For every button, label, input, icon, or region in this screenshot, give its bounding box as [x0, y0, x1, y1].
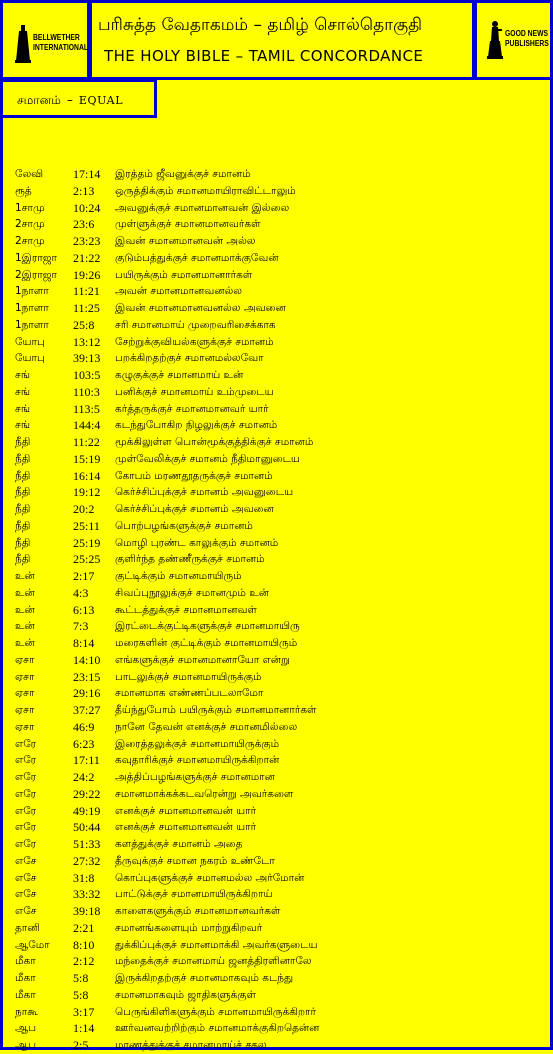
verse-reference: 6:23 — [73, 736, 95, 751]
verse-excerpt: அவன் சமானமானவனல்ல — [115, 285, 242, 298]
verse-excerpt: இரைத்தலுக்குச் சமானமாயிருக்கும் — [115, 737, 280, 750]
verse-book: மீகா — [15, 988, 36, 1001]
verse-reference: 23:23 — [73, 234, 101, 248]
verse-book: எரே — [15, 838, 37, 850]
verse-excerpt: எனக்குச் சமானமானவன் யார் — [115, 821, 257, 834]
verse-book: சங் — [15, 402, 31, 415]
verse-reference: 2:13 — [73, 183, 95, 198]
verse-excerpt: சமானமாக எண்ணப்படலாமோ — [115, 687, 264, 700]
verse-book: நீதி — [15, 452, 31, 465]
verse-book: ஆப — [15, 1039, 37, 1051]
verse-excerpt: பாடலுக்குச் சமானமாயிருக்கும் — [115, 670, 262, 683]
verse-reference: 11:22 — [73, 435, 100, 449]
verse-reference: 7:3 — [73, 619, 89, 634]
statue-icon — [487, 19, 503, 59]
tower-icon — [15, 23, 31, 63]
verse-excerpt: பெருங்கிளிகளுக்கும் சமானமாயிருக்கிறார் — [115, 1005, 316, 1018]
verse-excerpt: மந்தைக்குச் சமானமாய் ஜனத்திரளினாலே — [115, 955, 312, 968]
verse-book: எரே — [15, 771, 37, 783]
verse-reference: 25:25 — [73, 552, 101, 567]
verse-book: ரூத் — [15, 184, 32, 197]
good-news-logo — [487, 19, 553, 59]
verse-reference: 25:11 — [73, 518, 100, 533]
verse-excerpt: முள்ளுக்குச் சமானமானவர்கள் — [115, 218, 261, 231]
verse-reference: 17:11 — [73, 753, 100, 768]
logo-line-2: INTERNATIONAL — [33, 43, 89, 52]
verse-book: நீதி — [15, 519, 31, 532]
headword-english: EQUAL — [78, 94, 124, 107]
verse-book: 1நாளா — [15, 318, 49, 331]
verse-book: 2சாமு — [15, 218, 45, 231]
verse-reference: 113:5 — [73, 401, 100, 416]
verse-excerpt: அவனுக்குச் சமானமானவன் இல்லை — [115, 201, 290, 214]
verse-reference: 23:15 — [73, 669, 101, 684]
verse-book: நீதி — [15, 503, 31, 515]
verse-book: எரே — [15, 804, 37, 817]
verse-book: எரே — [15, 821, 37, 834]
verse-excerpt: அத்திப்பழங்களுக்குச் சமானமான — [115, 771, 275, 783]
verse-excerpt: மொழி புரண்ட காலுக்கும் சமானம் — [115, 536, 279, 549]
verse-reference: 17:14 — [73, 167, 101, 181]
verse-book: 1இராஜா — [15, 251, 58, 264]
verse-reference: 15:19 — [73, 451, 101, 466]
verse-book: யோபு — [15, 352, 45, 365]
verse-book: எசே — [15, 888, 37, 901]
verse-excerpt: காளைகளுக்கும் சமானமானவர்கள் — [115, 905, 281, 917]
verse-book: எசே — [15, 854, 37, 867]
verse-excerpt: கெர்ச்சிப்புக்குச் சமானம் அவனை — [115, 503, 274, 515]
verse-book: நீதி — [15, 553, 31, 566]
verse-reference: 5:8 — [73, 987, 89, 1002]
verse-excerpt: குடும்பத்துக்குச் சமானமாக்குவேன் — [115, 251, 279, 264]
bellwether-logo-box — [0, 0, 90, 80]
headword-box — [0, 79, 157, 118]
verse-excerpt: கழுகுக்குச் சமானமாய் உன் — [115, 369, 244, 381]
verse-book: மீகா — [15, 955, 36, 968]
verse-excerpt: இரத்தம் ஜீவனுக்குச் சமானம் — [115, 168, 251, 180]
verse-reference: 19:26 — [73, 267, 101, 282]
verse-excerpt: எங்களுக்குச் சமானமானாயோ என்று — [115, 653, 290, 666]
verse-book: எரே — [15, 754, 37, 767]
verse-excerpt: பொற்பழங்களுக்குச் சமானம் — [115, 519, 253, 532]
verse-book: எசே — [15, 871, 37, 884]
verse-book: உன் — [15, 603, 35, 616]
verse-reference: 11:25 — [73, 301, 100, 315]
verse-excerpt: கூட்டத்துக்குச் சமானமானவள் — [115, 603, 257, 616]
verse-reference: 50:44 — [73, 820, 101, 835]
verse-excerpt: பனிக்குச் சமானமாய் உம்முடைய — [115, 385, 274, 398]
verse-excerpt: இருக்கிறதற்குச் சமானமாகவும் கடந்து — [115, 972, 294, 984]
verse-excerpt: சமானமாக்கக்கடவரென்று அவர்களை — [115, 787, 294, 800]
verse-excerpt: மரணத்துக்குச் சமானமாய்ச் சகல — [115, 1039, 267, 1051]
verse-excerpt: தீருவுக்குச் சமான நகரம் உண்டோ — [115, 854, 275, 867]
verse-excerpt: துக்கிப்புக்குச் சமானமாக்கி அவர்களுடைய — [115, 938, 318, 951]
verse-reference: 2:12 — [73, 954, 95, 969]
verse-book: எரே — [15, 737, 37, 750]
verse-reference: 19:12 — [73, 485, 101, 500]
verse-book: ஆமோ — [15, 938, 50, 951]
title-box — [89, 0, 475, 80]
verse-reference: 21:22 — [73, 250, 101, 265]
verse-reference: 27:32 — [73, 853, 101, 868]
verse-reference: 16:14 — [73, 468, 101, 483]
verse-reference: 46:9 — [73, 719, 95, 734]
verse-book: உன் — [15, 586, 35, 599]
verse-excerpt: சரி சமானமாய் முறைவரிசைக்காக — [115, 318, 276, 331]
logo-line-1: BELLWETHER — [33, 33, 80, 42]
verse-excerpt: இவன் சமானமானவனல்ல அவனை — [115, 302, 286, 314]
verse-reference: 24:2 — [73, 770, 95, 784]
verse-excerpt: சேற்றுக்குவியல்களுக்குச் சமானம் — [115, 335, 274, 348]
verse-reference: 1:14 — [73, 1021, 95, 1036]
verse-excerpt: எனக்குச் சமானமானவன் யார் — [115, 804, 257, 817]
verse-excerpt: சிவப்புநூலுக்குச் சமானமும் உன் — [115, 586, 269, 599]
verse-book: நாகூ — [15, 1005, 38, 1018]
verse-excerpt: ஒருத்திக்கும் சமானமாயிராவிட்டாலும் — [115, 184, 296, 197]
verse-reference: 10:24 — [73, 200, 101, 215]
verse-reference: 13:12 — [73, 334, 101, 349]
verse-book: 1நாளா — [15, 285, 49, 298]
verse-book: 1சாமு — [15, 201, 45, 214]
title-english: THE HOLY BIBLE – TAMIL CONCORDANCE — [104, 47, 424, 65]
verse-reference: 29:16 — [73, 686, 101, 701]
verse-reference: 11:21 — [73, 284, 100, 299]
verse-book: தானி — [15, 921, 40, 934]
bellwether-logo — [15, 23, 98, 63]
verse-reference: 31:8 — [73, 870, 95, 885]
logo-line-2: PUBLISHERS — [505, 39, 549, 48]
verse-reference: 2:17 — [73, 569, 95, 583]
verse-excerpt: பயிருக்கும் சமானமானார்கள் — [115, 268, 253, 281]
verse-reference: 25:19 — [73, 535, 101, 550]
verse-excerpt: கோபம் மரணதூதருக்குச் சமானம் — [115, 469, 273, 482]
verse-book: உன் — [15, 570, 35, 582]
verse-reference: 3:17 — [73, 1004, 95, 1019]
verse-book: சங் — [15, 385, 31, 398]
verse-excerpt: கவுதாரிக்குச் சமானமாயிருக்கிறான் — [115, 754, 280, 767]
verse-book: 1நாளா — [15, 302, 49, 314]
verse-book: நீதி — [15, 436, 31, 448]
verse-excerpt: இவன் சமானமானவன் அல்ல — [115, 235, 256, 247]
verse-book: 2சாமு — [15, 235, 45, 247]
verse-reference: 6:13 — [73, 602, 95, 617]
verse-reference: 103:5 — [73, 368, 101, 382]
verse-book: ஏசா — [15, 720, 35, 733]
verse-reference: 51:33 — [73, 837, 101, 851]
verse-book: மீகா — [15, 972, 36, 984]
verse-book: ஏசா — [15, 704, 35, 716]
verse-reference: 2:21 — [73, 920, 95, 935]
verse-book: உன் — [15, 620, 35, 633]
verse-excerpt: நானே தேவன் எனக்குச் சமானமில்லை — [115, 720, 298, 733]
verse-excerpt: குட்டிக்கும் சமானமாயிரும் — [115, 570, 242, 582]
good-news-logo-box — [474, 0, 553, 80]
verse-excerpt: மரைகளின் குட்டிக்கும் சமானமாயிரும் — [115, 637, 298, 649]
verse-excerpt: கெர்ச்சிப்புக்குச் சமானம் அவனுடைய — [115, 486, 294, 499]
verse-reference: 25:8 — [73, 317, 95, 332]
verse-excerpt: சமானமாகவும் ஜாதிகளுக்குள் — [115, 988, 256, 1001]
verse-reference: 5:8 — [73, 971, 89, 985]
verse-excerpt: தீய்ந்துபோம் பயிருக்கும் சமானமானார்கள் — [115, 704, 317, 716]
headword-tamil: சமானம் — [17, 93, 61, 107]
verse-book: நீதி — [15, 486, 31, 499]
verse-reference: 49:19 — [73, 803, 101, 818]
title-tamil: பரிசுத்த வேதாகமம் – தமிழ் சொல்தொகுதி — [98, 15, 423, 35]
verse-reference: 144:4 — [73, 418, 101, 433]
verse-book: ஆப — [15, 1022, 37, 1035]
verse-book: எசே — [15, 905, 37, 917]
verse-excerpt: ஊர்வனவற்றிற்கும் சமானமாக்குகிறதென்ன — [115, 1022, 320, 1035]
verse-excerpt: மூக்கிலுள்ள பொன்மூக்குத்திக்குச் சமானம் — [115, 436, 314, 448]
logo-line-1: GOOD NEWS — [505, 29, 549, 38]
verse-reference: 4:3 — [73, 585, 89, 600]
verse-book: உன் — [15, 637, 35, 649]
verse-excerpt: கடந்துபோகிற நிழலுக்குச் சமானம் — [115, 419, 278, 432]
verse-excerpt: முள்வேலிக்குச் சமானம் நீதிமானுடைய — [115, 452, 300, 465]
verse-excerpt: குளிர்ந்த தண்ணீருக்குச் சமானம் — [115, 553, 265, 566]
verse-reference: 29:22 — [73, 786, 101, 801]
verse-reference: 20:2 — [73, 502, 95, 516]
verse-book: நீதி — [15, 469, 31, 482]
verse-excerpt: சமானங்களையும் மாற்றுகிறவர் — [115, 921, 263, 934]
verse-reference: 39:18 — [73, 904, 101, 918]
verse-reference: 23:6 — [73, 217, 95, 232]
verse-excerpt: களத்துக்குச் சமானம் அதை — [115, 838, 243, 850]
verse-book: எரே — [15, 787, 37, 800]
verse-book: சங் — [15, 369, 31, 381]
verse-book: ஏசா — [15, 653, 35, 666]
verse-excerpt: கொப்புகளுக்குச் சமானமல்ல அர்மோன் — [115, 871, 305, 884]
verse-reference: 37:27 — [73, 703, 101, 717]
verse-reference: 8:14 — [73, 636, 95, 650]
verse-reference: 8:10 — [73, 937, 95, 952]
verse-book: லேவி — [15, 168, 44, 180]
verse-book: யோபு — [15, 335, 45, 348]
verse-reference: 2:5 — [73, 1038, 89, 1052]
verse-book: நீதி — [15, 536, 31, 549]
headword-separator: – — [66, 93, 73, 107]
verse-book: 2இராஜா — [15, 268, 58, 281]
verse-reference: 39:13 — [73, 351, 101, 366]
verse-reference: 14:10 — [73, 652, 101, 667]
verse-reference: 110:3 — [73, 384, 100, 399]
verse-book: ஏசா — [15, 670, 35, 683]
verse-book: சங் — [15, 419, 31, 432]
verse-excerpt: பாட்டுக்குச் சமானமாயிருக்கிறாய் — [115, 888, 273, 901]
verse-excerpt: இரட்டைக்குட்டிகளுக்குச் சமானமாயிரு — [115, 620, 300, 633]
verse-excerpt: பறக்கிறதற்குச் சமானமல்லவோ — [115, 352, 264, 365]
verse-book: ஏசா — [15, 687, 35, 700]
verse-excerpt: கர்த்தருக்குச் சமானமானவர் யார் — [115, 402, 269, 415]
verse-reference: 33:32 — [73, 887, 101, 902]
